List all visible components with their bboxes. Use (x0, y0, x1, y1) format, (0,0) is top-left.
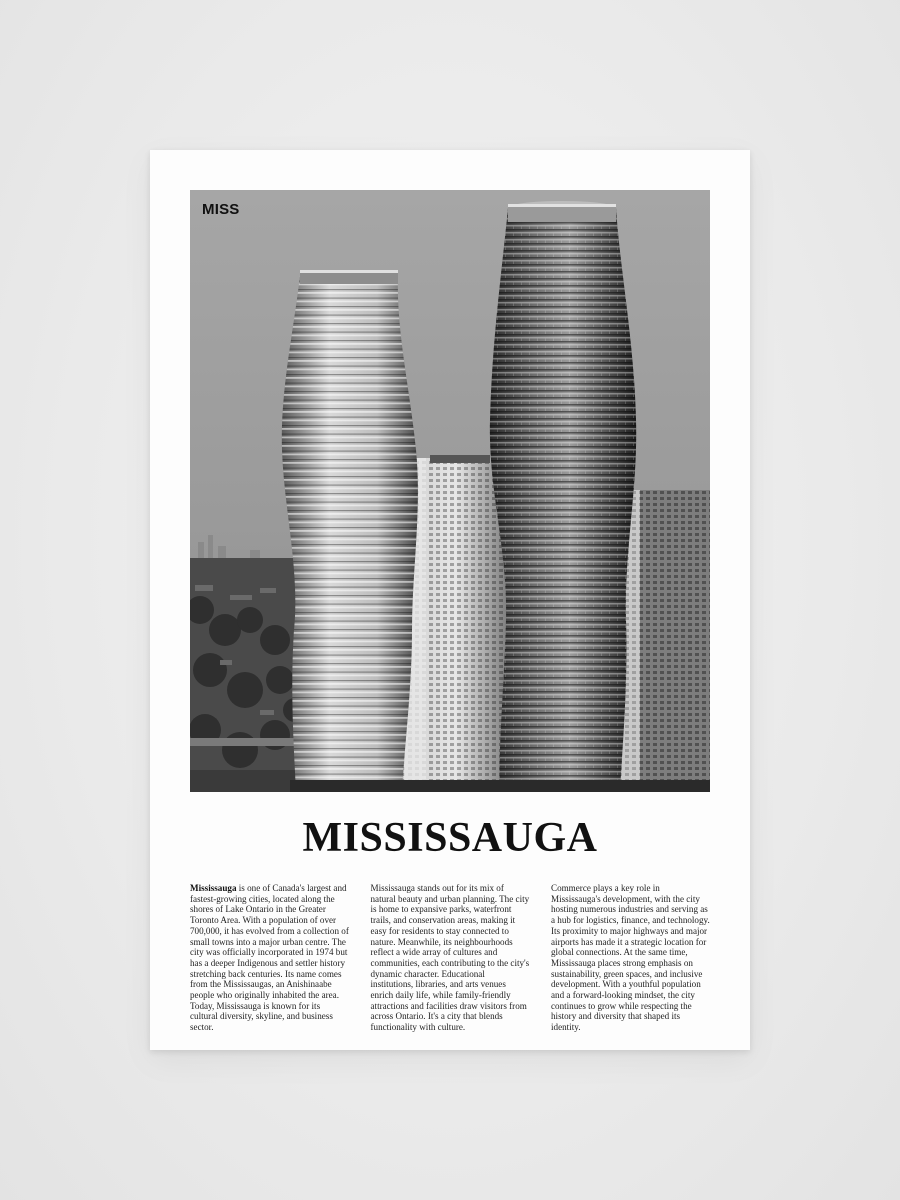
city-code-label: MISS (202, 201, 240, 218)
description-column-2 (371, 883, 530, 1033)
right-tower (490, 201, 636, 792)
middle-building (402, 455, 510, 792)
description-column-1 (190, 883, 349, 1033)
column-1-text: is one of Canada's largest and fastest-growing cities, located along the shores of Lake Ontario in the Greater Toronto Area. With a population of over 700,000, it has evolved from a collection of small towns into a major urban centre. The city was officially incorporated in 1974 but has a deeper Indigenous and settler history stretching back centuries. Its name comes from the Mississaugas, an Anishinaabe people who originally inhabited the area. Today, Mississauga is known for its cultural diversity, skyline, and business sector. (190, 883, 349, 1033)
poster-title: MISSISSAUGA (302, 815, 598, 861)
left-tower (282, 270, 418, 792)
description-column-3 (551, 883, 710, 1033)
tower-photo (190, 190, 710, 792)
lead-word: Mississauga (190, 883, 237, 893)
poster (150, 150, 750, 1050)
description-columns (190, 883, 710, 1033)
column-3-text: Commerce plays a key role in Mississauga's development, with the city hosting numerous industries and serving as a hub for logistics, finance, and technology. Its proximity to major highways and major airports has made it a strategic location for global connections. At the same time, Mississauga places strong emphasis on sustainability, green spaces, and inclusive development. With a youthful population and a forward-looking mindset, the city continues to grow while respecting the history and diversity that shaped its identity. (551, 883, 710, 1033)
column-2-text: Mississauga stands out for its mix of natural beauty and urban planning. The city is home to expansive parks, waterfront trails, and conservation areas, making it easy for residents to stay connected to nature. Meanwhile, its neighbourhoods reflect a wide array of cultures and communities, each contributing to the city's dynamic character. Educational institutions, libraries, and arts venues enrich daily life, while family-friendly attractions and facilities draw visitors from across Ontario. It's a city that blends functionality with culture. (370, 883, 530, 1033)
